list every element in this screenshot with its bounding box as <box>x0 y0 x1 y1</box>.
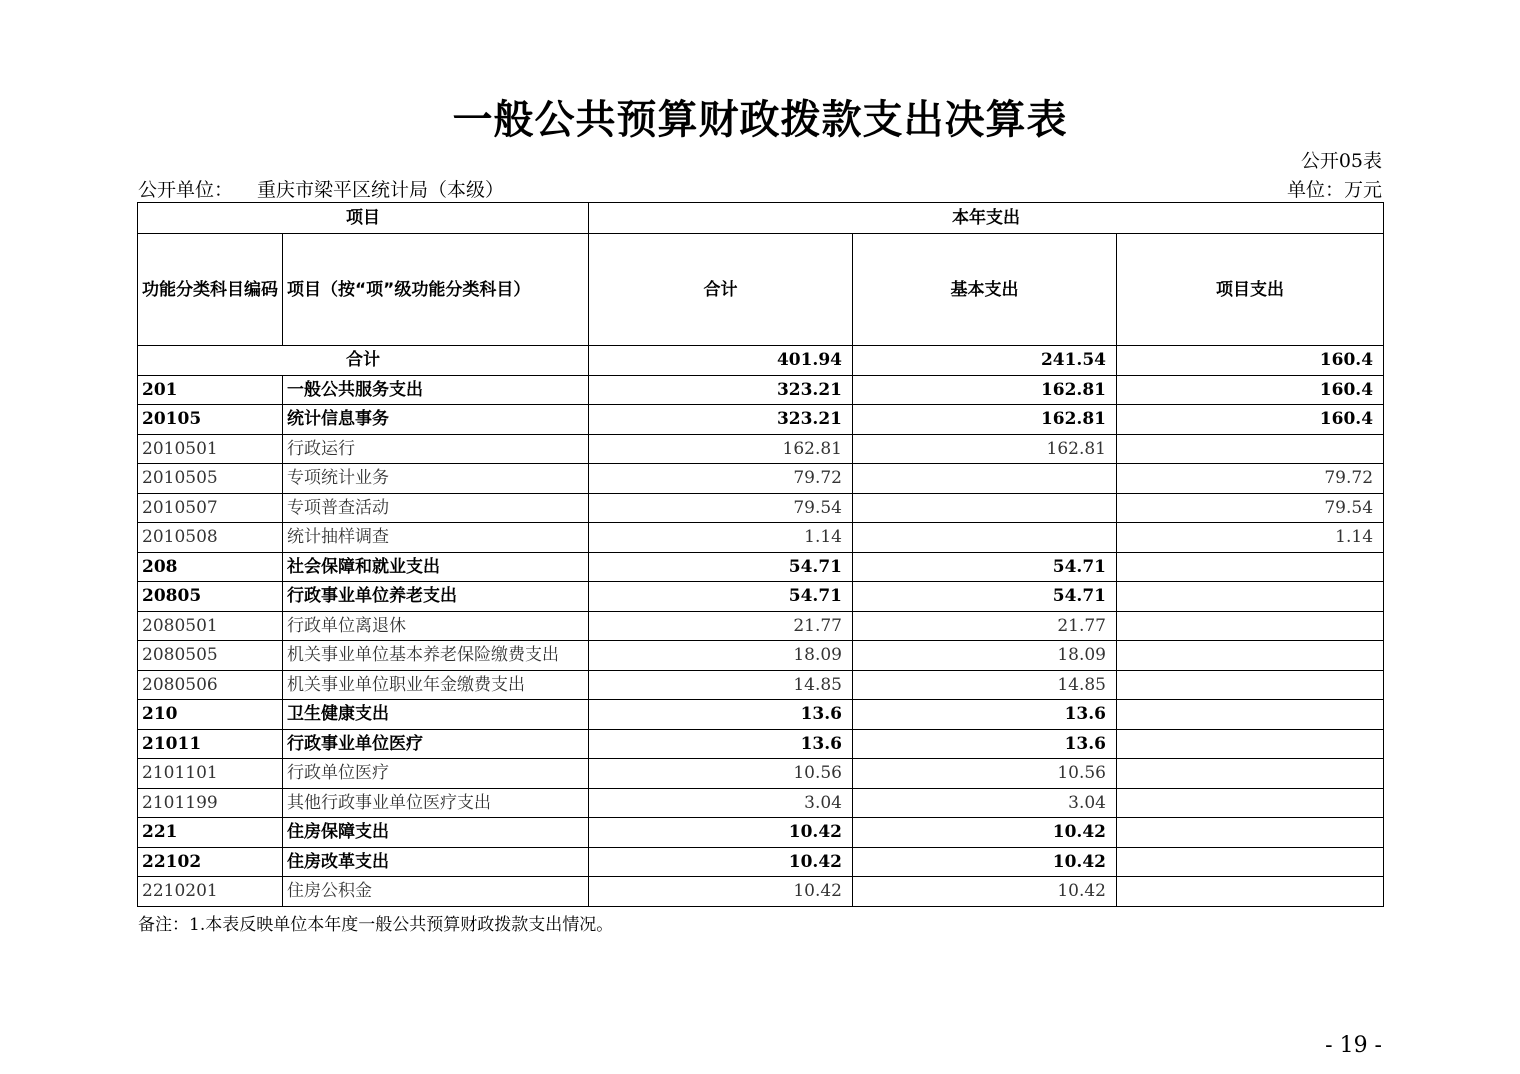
row-basic: 54.71 <box>853 582 1117 612</box>
table-row <box>138 493 1384 523</box>
row-name: 专项统计业务 <box>283 464 589 494</box>
row-code: 210 <box>138 700 283 730</box>
row-code: 22102 <box>138 847 283 877</box>
row-project: 160.4 <box>1117 405 1384 435</box>
unit-info <box>138 175 504 202</box>
table-row <box>138 759 1384 789</box>
budget-table <box>137 202 1384 907</box>
row-project <box>1117 582 1384 612</box>
row-name: 卫生健康支出 <box>283 700 589 730</box>
row-project <box>1117 641 1384 671</box>
row-basic: 13.6 <box>853 729 1117 759</box>
row-code: 2210201 <box>138 877 283 907</box>
header-row-1 <box>138 203 1384 234</box>
row-project <box>1117 670 1384 700</box>
row-name: 行政运行 <box>283 434 589 464</box>
row-name: 机关事业单位基本养老保险缴费支出 <box>283 641 589 671</box>
row-code: 2010505 <box>138 464 283 494</box>
row-basic: 162.81 <box>853 375 1117 405</box>
row-total: 10.42 <box>589 818 853 848</box>
row-name: 行政单位离退休 <box>283 611 589 641</box>
row-project: 79.72 <box>1117 464 1384 494</box>
table-row <box>138 729 1384 759</box>
row-total: 1.14 <box>589 523 853 553</box>
row-total: 13.6 <box>589 729 853 759</box>
row-name: 其他行政事业单位医疗支出 <box>283 788 589 818</box>
row-basic: 162.81 <box>853 434 1117 464</box>
row-basic: 10.42 <box>853 847 1117 877</box>
total-basic: 241.54 <box>853 346 1117 376</box>
row-name: 统计信息事务 <box>283 405 589 435</box>
row-total: 54.71 <box>589 552 853 582</box>
page-title: 一般公共预算财政拨款支出决算表 <box>452 97 1068 143</box>
row-code: 2101199 <box>138 788 283 818</box>
unit-name: 重庆市梁平区统计局（本级） <box>257 179 505 201</box>
row-name: 专项普查活动 <box>283 493 589 523</box>
row-total: 162.81 <box>589 434 853 464</box>
table-row <box>138 405 1384 435</box>
row-project <box>1117 877 1384 907</box>
row-total: 10.42 <box>589 877 853 907</box>
total-label: 合计 <box>138 346 589 376</box>
row-project <box>1117 788 1384 818</box>
row-name: 行政事业单位养老支出 <box>283 582 589 612</box>
table-row <box>138 818 1384 848</box>
header-basic: 基本支出 <box>853 234 1117 346</box>
table-row <box>138 523 1384 553</box>
row-code: 2010501 <box>138 434 283 464</box>
row-total: 18.09 <box>589 641 853 671</box>
row-code: 2010508 <box>138 523 283 553</box>
row-total: 13.6 <box>589 700 853 730</box>
row-basic: 18.09 <box>853 641 1117 671</box>
table-row <box>138 700 1384 730</box>
row-project <box>1117 759 1384 789</box>
row-total: 79.54 <box>589 493 853 523</box>
row-basic: 54.71 <box>853 552 1117 582</box>
header-item: 项目（按“项”级功能分类科目） <box>283 234 589 346</box>
table-row <box>138 788 1384 818</box>
table-row <box>138 464 1384 494</box>
row-project <box>1117 552 1384 582</box>
row-name: 社会保障和就业支出 <box>283 552 589 582</box>
table-row <box>138 582 1384 612</box>
row-code: 221 <box>138 818 283 848</box>
row-project <box>1117 847 1384 877</box>
header-project: 项目 <box>138 203 589 234</box>
row-code: 2101101 <box>138 759 283 789</box>
row-name: 住房保障支出 <box>283 818 589 848</box>
header-code: 功能分类科目编码 <box>138 234 283 346</box>
row-total: 10.56 <box>589 759 853 789</box>
row-name: 住房公积金 <box>283 877 589 907</box>
row-name: 机关事业单位职业年金缴费支出 <box>283 670 589 700</box>
row-total: 323.21 <box>589 405 853 435</box>
row-code: 201 <box>138 375 283 405</box>
row-project: 79.54 <box>1117 493 1384 523</box>
row-total: 323.21 <box>589 375 853 405</box>
table-row <box>138 552 1384 582</box>
row-name: 行政事业单位医疗 <box>283 729 589 759</box>
row-total: 54.71 <box>589 582 853 612</box>
table-row <box>138 611 1384 641</box>
row-code: 20105 <box>138 405 283 435</box>
row-basic <box>853 523 1117 553</box>
row-project <box>1117 818 1384 848</box>
table-row <box>138 670 1384 700</box>
total-sum: 401.94 <box>589 346 853 376</box>
row-project <box>1117 729 1384 759</box>
row-code: 20805 <box>138 582 283 612</box>
unit-label: 公开单位： <box>138 179 234 201</box>
total-row <box>138 346 1384 376</box>
row-name: 统计抽样调查 <box>283 523 589 553</box>
row-name: 一般公共服务支出 <box>283 375 589 405</box>
table-row <box>138 877 1384 907</box>
header-row-2 <box>138 234 1384 346</box>
row-project <box>1117 611 1384 641</box>
header-project-expense: 项目支出 <box>1117 234 1384 346</box>
row-code: 2080501 <box>138 611 283 641</box>
footnote: 备注：1.本表反映单位本年度一般公共预算财政拨款支出情况。 <box>138 915 614 935</box>
row-total: 14.85 <box>589 670 853 700</box>
table-row <box>138 641 1384 671</box>
row-basic: 10.56 <box>853 759 1117 789</box>
currency-unit: 单位：万元 <box>1286 179 1382 201</box>
header-total: 合计 <box>589 234 853 346</box>
row-total: 79.72 <box>589 464 853 494</box>
row-total: 21.77 <box>589 611 853 641</box>
row-code: 208 <box>138 552 283 582</box>
row-project <box>1117 434 1384 464</box>
row-name: 行政单位医疗 <box>283 759 589 789</box>
row-name: 住房改革支出 <box>283 847 589 877</box>
row-total: 10.42 <box>589 847 853 877</box>
row-basic: 10.42 <box>853 818 1117 848</box>
row-total: 3.04 <box>589 788 853 818</box>
row-basic: 162.81 <box>853 405 1117 435</box>
row-code: 2010507 <box>138 493 283 523</box>
row-code: 2080505 <box>138 641 283 671</box>
table-row <box>138 434 1384 464</box>
row-basic <box>853 493 1117 523</box>
row-project <box>1117 700 1384 730</box>
row-code: 2080506 <box>138 670 283 700</box>
row-basic: 13.6 <box>853 700 1117 730</box>
row-basic: 21.77 <box>853 611 1117 641</box>
row-basic: 10.42 <box>853 877 1117 907</box>
header-current-year: 本年支出 <box>589 203 1384 234</box>
page-number: - 19 - <box>1325 1033 1382 1058</box>
row-basic: 14.85 <box>853 670 1117 700</box>
row-code: 21011 <box>138 729 283 759</box>
row-basic <box>853 464 1117 494</box>
total-project: 160.4 <box>1117 346 1384 376</box>
table-row <box>138 375 1384 405</box>
row-basic: 3.04 <box>853 788 1117 818</box>
table-row <box>138 847 1384 877</box>
row-project: 1.14 <box>1117 523 1384 553</box>
row-project: 160.4 <box>1117 375 1384 405</box>
table-number: 公开05表 <box>1300 150 1382 172</box>
